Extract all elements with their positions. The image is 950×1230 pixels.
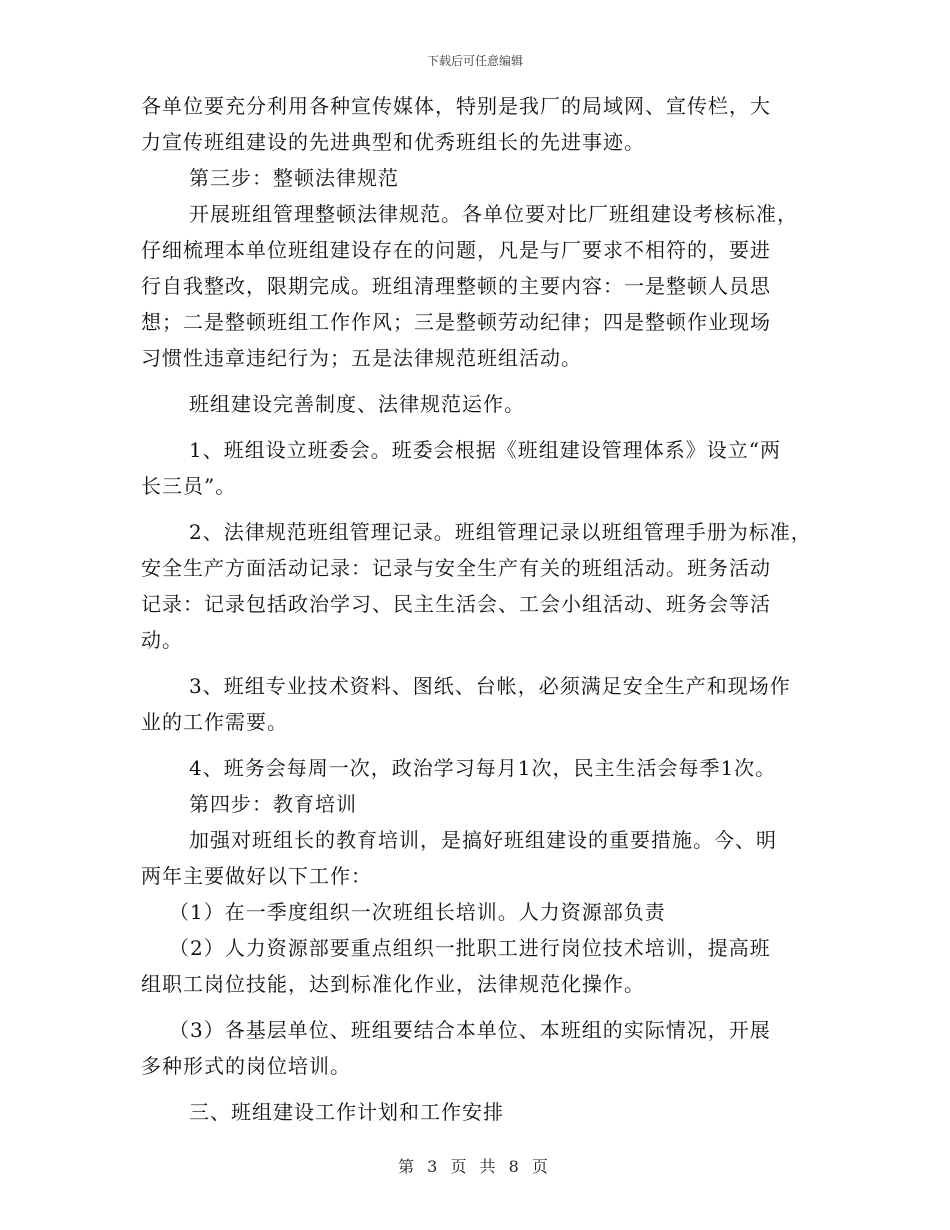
page-number: 第 3 页 共 8 页 — [398, 1157, 552, 1176]
list-item-4: 4、班务会每周一次，政治学习每月1次，民主生活会每季1次。 — [189, 756, 777, 780]
paragraph-line: 班组建设完善制度、法律规范运作。 — [189, 392, 525, 416]
paragraph-line: 记录：记录包括政治学习、民主生活会、工会小组活动、班务会等活 — [141, 592, 771, 616]
section-heading-step3: 第三步：整顿法律规范 — [189, 166, 399, 190]
paragraph-line: 安全生产方面活动记录：记录与安全生产有关的班组活动。班务活动 — [141, 556, 771, 580]
paragraph-line: 习惯性违章违纪行为；五是法律规范班组活动。 — [141, 346, 582, 370]
list-item-1: 1、班组设立班委会。班委会根据《班组建设管理体系》设立“两 — [189, 438, 781, 462]
paragraph-line: 行自我整改，限期完成。班组清理整顿的主要内容：一是整顿人员思 — [141, 274, 771, 298]
paragraph-line: 动。 — [141, 628, 183, 652]
paragraph-line: 两年主要做好以下工作： — [141, 864, 372, 888]
paragraph-line: 仔细梳理本单位班组建设存在的问题，凡是与厂要求不相符的，要进 — [141, 238, 771, 262]
page-header-note: 下载后可任意编辑 — [426, 54, 523, 68]
paragraph-line: 组职工岗位技能，达到标准化作业，法律规范化操作。 — [141, 972, 645, 996]
paragraph-line: 业的工作需要。 — [141, 710, 288, 734]
training-item-3: （3）各基层单位、班组要结合本单位、本班组的实际情况，开展 — [169, 1018, 771, 1042]
paragraph-line: 开展班组管理整顿法律规范。各单位要对比厂班组建设考核标准， — [189, 202, 798, 226]
training-item-1: （1）在一季度组织一次班组长培训。人力资源部负责 — [169, 900, 666, 924]
list-item-3: 3、班组专业技术资料、图纸、台帐，必须满足安全生产和现场作 — [189, 674, 791, 698]
paragraph-line: 多种形式的岗位培训。 — [141, 1054, 351, 1078]
paragraph-line: 力宣传班组建设的先进典型和优秀班组长的先进事迹。 — [141, 130, 645, 154]
training-item-2: （2）人力资源部要重点组织一批职工进行岗位技术培训，提高班 — [169, 936, 771, 960]
paragraph-line: 长三员”。 — [141, 474, 237, 498]
section-heading-part3: 三、班组建设工作计划和工作安排 — [189, 1100, 504, 1124]
document-body — [141, 88, 821, 1130]
paragraph-line: 各单位要充分利用各种宣传媒体，特别是我厂的局域网、宣传栏，大 — [141, 94, 771, 118]
list-item-2: 2、法律规范班组管理记录。班组管理记录以班组管理手册为标准， — [189, 520, 812, 544]
paragraph-line: 加强对班组长的教育培训，是搞好班组建设的重要措施。今、明 — [189, 828, 777, 852]
section-heading-step4: 第四步：教育培训 — [189, 792, 357, 816]
paragraph-line: 想；二是整顿班组工作作风；三是整顿劳动纪律；四是整顿作业现场 — [141, 310, 771, 334]
